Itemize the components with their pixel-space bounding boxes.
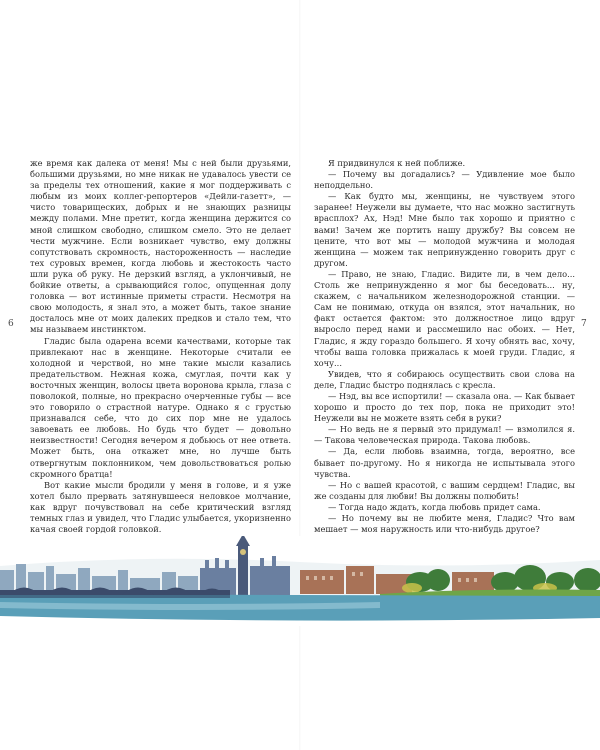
book-gutter xyxy=(299,0,301,750)
page-number-left: 6 xyxy=(8,319,14,329)
paragraph: Вот какие мысли бродили у меня в голове, и я уже хотел было прервать затянувшееся неловкое молчание, как вдруг почувствовал на себе критический взгляд темных глаз и увидел, что Гладис улыбается, укоризненно качая своей гордой головкой. xyxy=(30,479,291,535)
paragraph: — Да, если любовь взаимна, тогда, вероятно, все бывает по-другому. Но я никогда не испытывала этого чувства. xyxy=(314,446,575,479)
paragraph: — Но с вашей красотой, с вашим сердцем! Гладис, вы же созданы для любви! Вы должны полюбить! xyxy=(314,479,575,501)
paragraph: Я придвинулся к ней поближе. xyxy=(328,158,466,168)
paragraph: — Нэд, вы все испортили! — сказала она. — Как бывает хорошо и просто до тех пор, пока не приходит это! Неужели вы не можете взять себя в руки? xyxy=(314,390,575,424)
bridge-arches-water xyxy=(0,595,230,598)
panorama-svg xyxy=(0,536,600,626)
paragraph: Увидев, что я собираюсь осуществить свои слова на деле, Гладис быстро поднялась с кресла. xyxy=(314,368,575,390)
clock-tower xyxy=(236,536,250,596)
paragraph: — Почему вы догадались? — Удивление мое было неподдельно. xyxy=(314,169,575,191)
paragraph: — Но ведь не я первый это придумал! — взмолился я. — Такова человеческая природа. Такова любовь. xyxy=(314,424,575,446)
left-page-text xyxy=(30,158,291,568)
paragraph: — Тогда надо ждать, когда любовь придет сама. xyxy=(328,501,541,512)
right-page-text xyxy=(314,158,575,580)
page-number-right: 7 xyxy=(581,319,587,329)
paragraph: Гладис была одарена всеми качествами, которые так привлекают нас в женщине. Некоторые считали ее холодной и черствой, но мне такие мысли казались предательством. Нежная кожа, смуглая, почти как у восточных женщин, волосы цвета воронова крыла, глаза с поволокой, полные, но прекрасно очерченные губы — все это говорило о страстной натуре. Однако я с грустью признавался себе, что до сих пор мне не удалось завоевать ее любовь. Но будь что будет — довольно неизвестности! Сегодня вечером я добьюсь от нее ответа. Может быть, она откажет мне, но лучше быть отвергнутым поклонником, чем довольствоваться ролью скромного братца! xyxy=(30,335,291,479)
paragraph: — Но почему вы не любите меня, Гладис? Что вам мешает — моя наружность или что-нибудь другое? xyxy=(314,513,575,535)
paragraph: — Как будто мы, женщины, не чувствуем этого заранее! Неужели вы думаете, что нас можно застигнуть врасплох? Ах, Нэд! Мне было так хорошо и приятно с вами! Зачем же портить нашу дружбу? Вы совсем не цените, что вот мы — молодой мужчина и молодая женщина — можем так непринужденно говорить друг с другом. xyxy=(314,191,575,268)
london-panorama-illustration xyxy=(0,536,600,626)
paragraph: же время как далека от меня! Мы с ней были друзьями, большими друзьями, но мне никак не удавалось увести се за пределы тех отношений, какие я мог поддерживать с любым из моих коллег-репортеров «Дейли-газетт», — чисто товарищеских, добрых и не знающих разницы между полами. Мне претит, когда женщина держится со мной слишком свободно, слишком смело. Это не делает чести мужчине. Если возникает чувство, ему должны сопутствовать скромность, настороженность — наследие тех суровых времен, когда любовь и жестокость часто шли рука об руку. Не дерзкий взгляд, а уклончивый, не бойкие ответы, а срывающийся голос, опущенная долу головка — вот истинные приметы страсти. Несмотря на свою молодость, я знал это, а может быть, такое знание досталось мне от моих далеких предков и стало тем, что мы называем инстинктом. xyxy=(30,158,291,335)
paragraph: — Право, не знаю, Гладис. Видите ли, в чем дело... Столь же непринужденно я мог бы беседовать... ну, скажем, с начальником железнодорожной станции. — Сам не понимаю, откуда он взялся, этот начальник, но факт остается фактом: это должностное лицо вдруг выросло перед нами и рассмешило нас обоих. — Нет, Гладис, я жду гораздо большего. Я хочу обнять вас, хочу, чтобы ваша головка прижалась к моей груди. Гладис, я хочу... xyxy=(314,268,575,368)
